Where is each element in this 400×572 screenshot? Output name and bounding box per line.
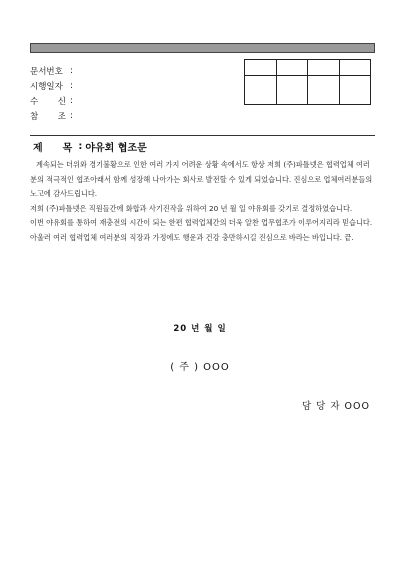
body-paragraph: 계속되는 더위와 경기불황으로 인한 여러 가지 어려운 상황 속에서도 항상 저희 (주)파틀넷은 협력업체 여러분의 적극적인 협조아래서 함께 성장해 나아가는 회사로 발전할 수 있게 되었습니다. 진심으로 업체여러분들의 노고에 감사드립니다.	[30, 160, 373, 198]
subject-label-second: 목	[62, 142, 73, 154]
body-paragraph: 이번 야유회를 통하여 재충전의 시간이 되는 한편 협력업체간의 더욱 알찬 업무협조가 이루어지리라 믿습니다.	[30, 218, 373, 227]
subject-label-first: 제	[33, 142, 43, 154]
meta-recipient	[30, 93, 73, 108]
company-name: ( 주 ) OOO	[170, 362, 230, 373]
approval-cell	[339, 60, 371, 76]
approval-header-row	[245, 60, 371, 76]
meta-label-issue-date: 시행일자	[30, 81, 63, 92]
approval-cell	[308, 60, 340, 76]
meta-colon: :	[70, 80, 73, 91]
approval-cell	[308, 76, 340, 105]
approval-cell	[276, 60, 308, 76]
meta-label-doc-number: 문서번호	[30, 66, 63, 77]
approval-cell	[245, 76, 277, 105]
approval-cell	[339, 76, 371, 105]
meta-issue-date	[30, 78, 73, 93]
subject-colon: :	[78, 140, 83, 152]
body-paragraph: 저희 (주)파틀넷은 직원들간에 화합과 사기진작을 위하여 20 년 월 일 야유회를 갖기로 결정하였습니다.	[30, 203, 353, 213]
meta-label-reference: 참 조	[30, 111, 66, 122]
document-body	[30, 158, 375, 245]
meta-doc-number	[30, 63, 73, 78]
subject-title: 야유회 협조문	[85, 142, 147, 154]
approval-table	[244, 59, 371, 105]
approval-cell	[276, 76, 308, 105]
document-meta	[30, 63, 73, 123]
subject-divider	[30, 135, 375, 136]
meta-colon: :	[70, 65, 73, 76]
meta-reference	[30, 108, 73, 123]
body-paragraph: 아울러 여러 협력업체 여러분의 직장과 가정에도 행운과 건강 충만하시길 진심으로 바라는 바입니다. 끝.	[30, 232, 354, 242]
meta-label-recipient: 수 신	[30, 96, 66, 107]
meta-colon: :	[70, 110, 73, 121]
subject-line	[30, 138, 147, 154]
approval-sign-row	[245, 76, 371, 105]
issue-date-line: 20 년 월 일	[173, 324, 227, 334]
approval-cell	[245, 60, 277, 76]
meta-colon: :	[70, 95, 73, 106]
manager-name: 담 당 자 OOO	[301, 401, 370, 412]
header-bar	[30, 43, 375, 53]
